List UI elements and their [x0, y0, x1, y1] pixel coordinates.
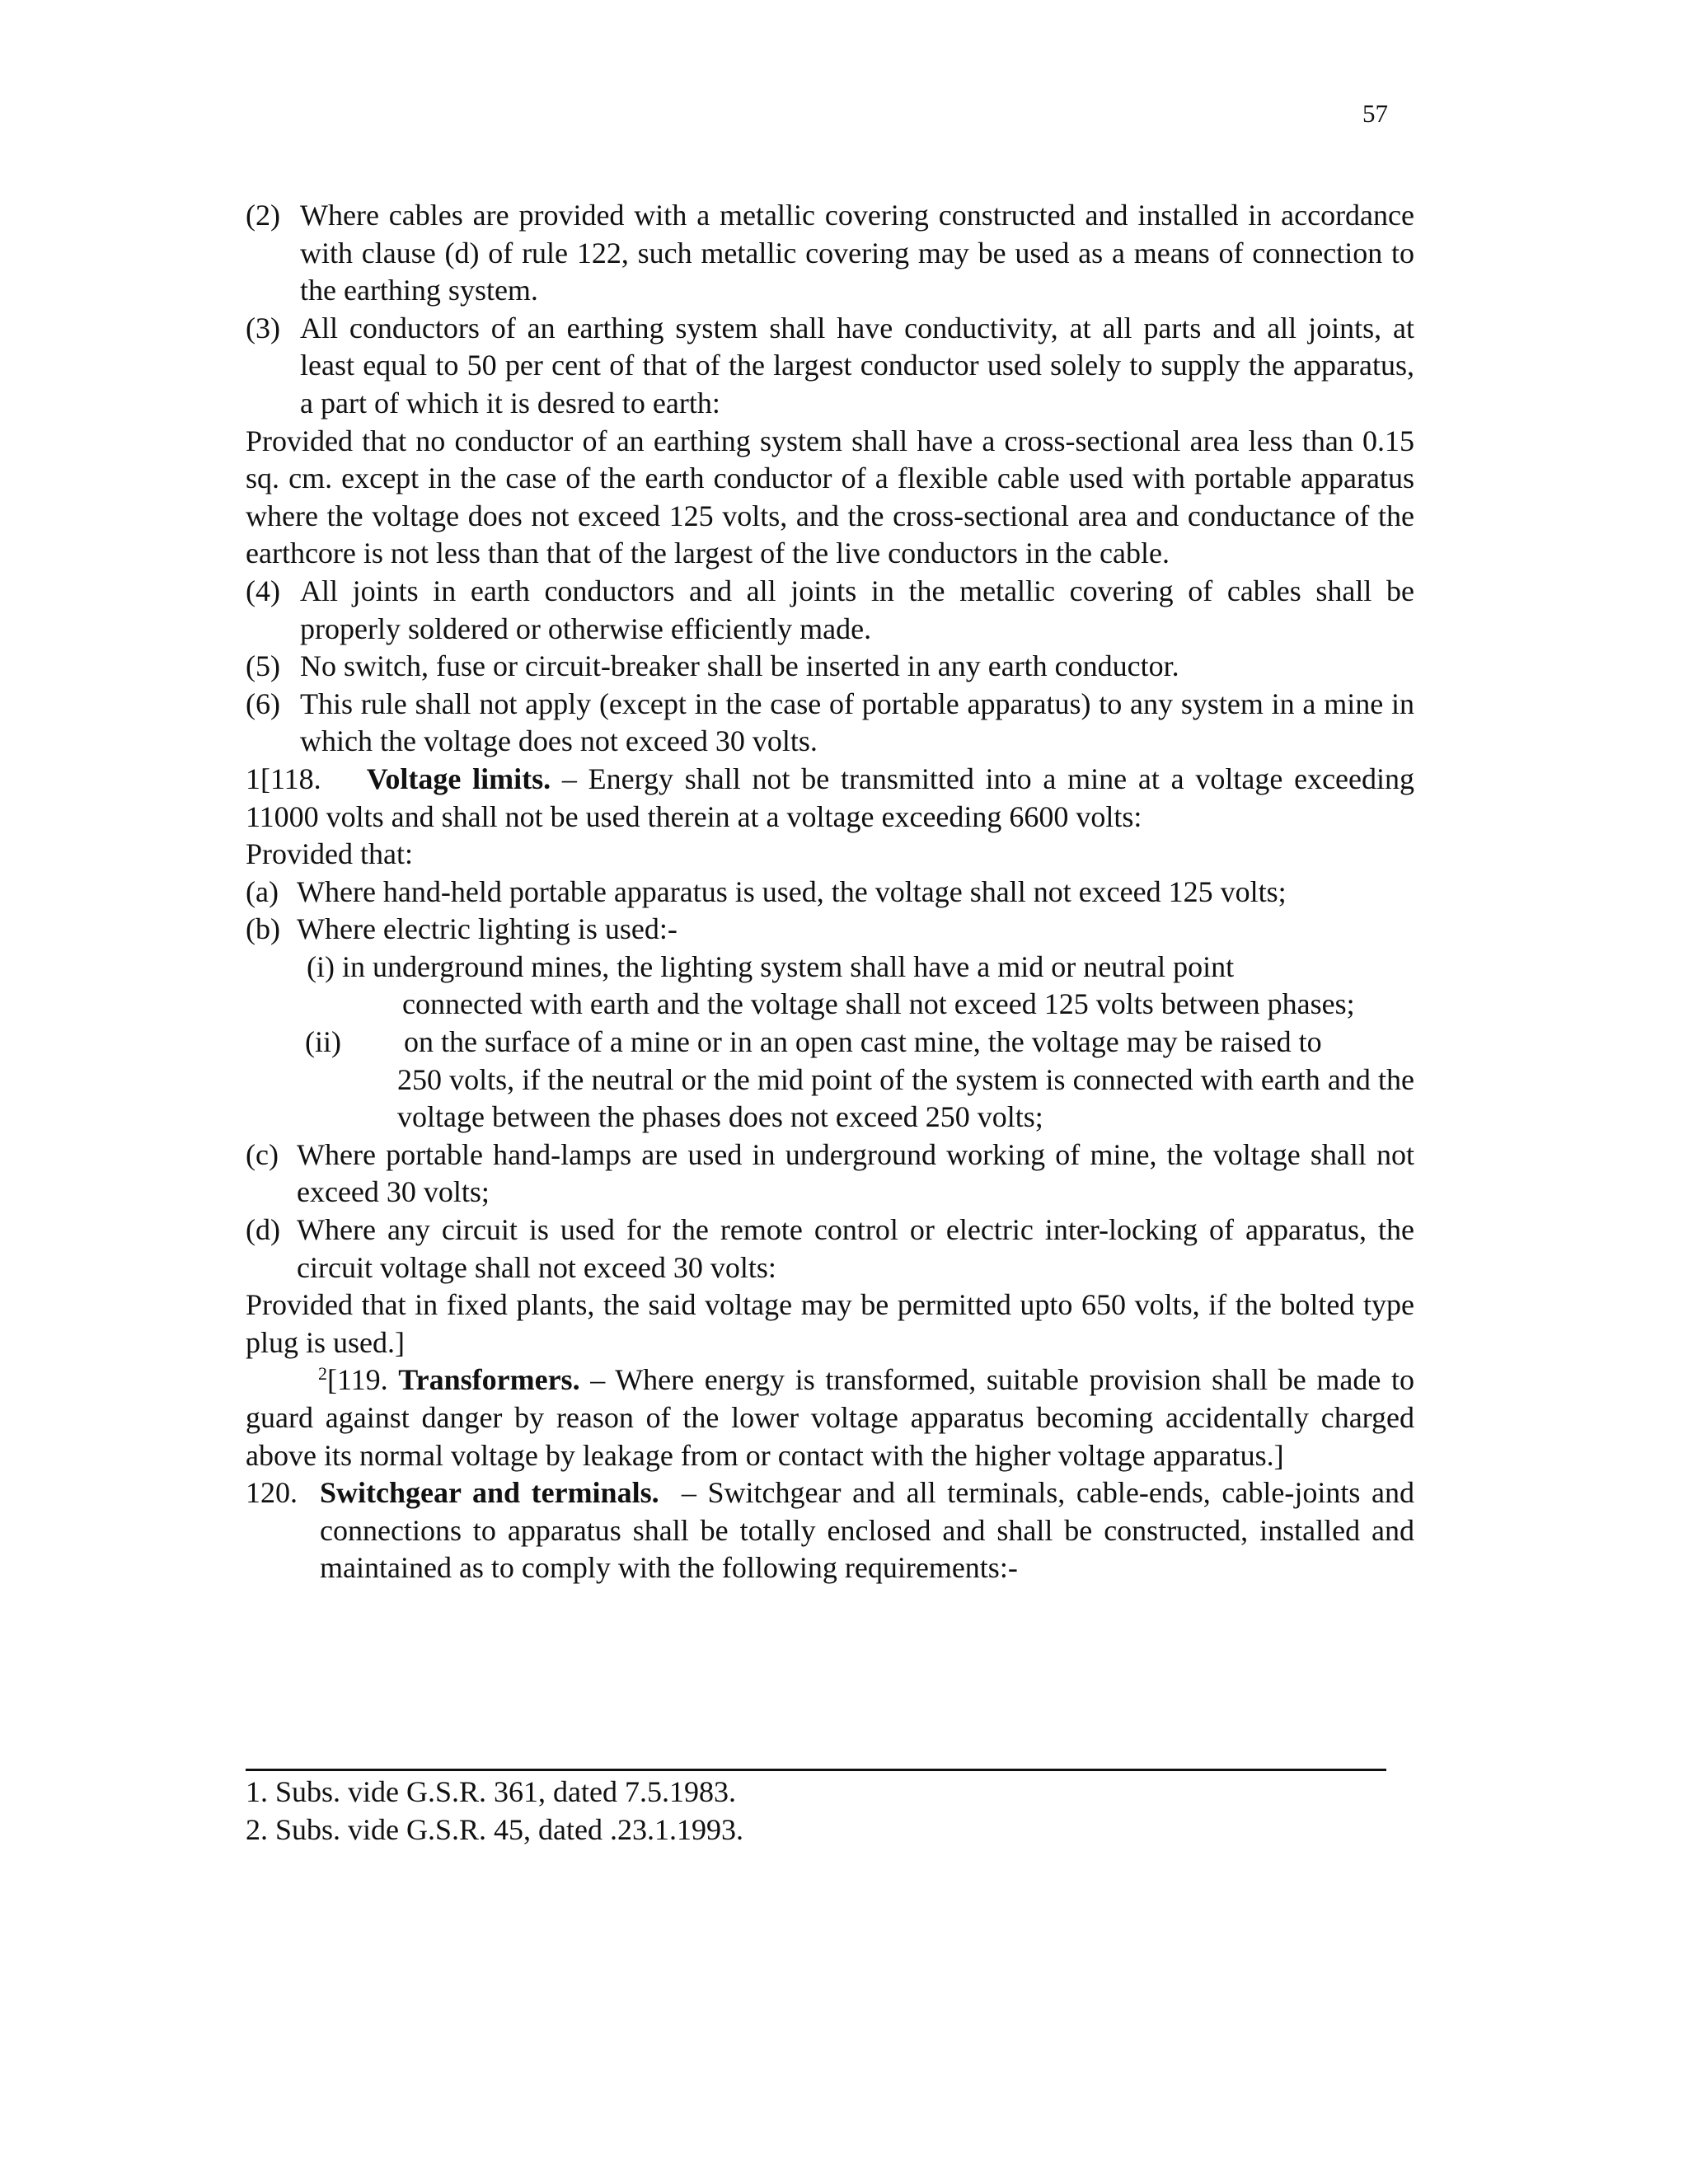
subitem-lead: on the surface of a mine or in an open cast mine, the voltage may be raised to	[404, 1025, 1322, 1059]
rule-118-item-a	[246, 874, 1414, 912]
clause-text: No switch, fuse or circuit-breaker shall be inserted in any earth conductor.	[300, 649, 1179, 683]
subitem-marker: (i)	[307, 949, 335, 983]
footnote: 1. Subs. vide G.S.R. 361, dated 7.5.1983.	[246, 1775, 737, 1808]
item-text: Where any circuit is used for the remote control or electric inter-locking of apparatus, the circuit voltage shall not exceed 30 volts:	[297, 1213, 1414, 1284]
subitem-marker: (ii)	[305, 1025, 341, 1059]
footnotes	[246, 1774, 1414, 1849]
rule-heading: Switchgear and terminals.	[320, 1476, 659, 1510]
subitem-rest: connected with earth and the voltage shall not exceed 125 volts between phases;	[402, 987, 1355, 1021]
item-marker: (c)	[246, 1137, 279, 1171]
rule-118-item-c	[246, 1137, 1414, 1212]
rule-118-item-b-i	[246, 949, 1414, 1024]
item-text: Where electric lighting is used:-	[297, 912, 678, 946]
subitem-rest: 250 volts, if the neutral or the mid point of the system is connected with earth and the voltage between the phases does not exceed 250 volts;	[397, 1062, 1414, 1134]
clause-2	[246, 197, 1414, 310]
rule-118-item-d	[246, 1212, 1414, 1286]
clause-marker: (3)	[246, 311, 280, 344]
rule-text: – Switchgear and all terminals, cable-ends, cable-joints and connections to apparatus shall be totally enclosed and shall be constructed, installed and maintained as to comply with the following requirements:-	[320, 1476, 1414, 1585]
clause-text: Where cables are provided with a metallic covering constructed and installed in accordance with clause (d) of rule 122, such metallic covering may be used as a means of connection to the earthing system.	[300, 199, 1414, 307]
clause-3	[246, 310, 1414, 423]
clause-text: All joints in earth conductors and all joints in the metallic covering of cables shall be properly soldered or otherwise efficiently made.	[300, 574, 1414, 645]
clause-marker: (2)	[246, 199, 280, 232]
rule-120	[246, 1474, 1414, 1587]
rule-118	[246, 761, 1414, 836]
item-text: Where portable hand-lamps are used in underground working of mine, the voltage shall not exceed 30 volts;	[297, 1137, 1414, 1209]
footnote-divider	[246, 1769, 1386, 1771]
rule-heading: Transformers.	[398, 1363, 580, 1397]
footnote-reference: 2	[318, 1363, 327, 1385]
clause-3-proviso: Provided that no conductor of an earthing system shall have a cross-sectional area less than 0.15 sq. cm. except in the case of the earth conductor of a flexible cable used with portable apparatus where the voltage does not exceed 125 volts, and the cross-sectional area and conductance of the earthcore is not less than that of the largest of the live conductors in the cable.	[246, 424, 1414, 570]
footnote: 2. Subs. vide G.S.R. 45, dated .23.1.1993.	[246, 1812, 744, 1846]
document-body	[246, 197, 1414, 1587]
rule-text: – Where energy is transformed, suitable provision shall be made to guard against danger by reason of the lower voltage apparatus becoming accidentally charged above its normal voltage by leakage from or contact with the higher voltage apparatus.]	[246, 1363, 1415, 1472]
item-marker: (b)	[246, 912, 280, 946]
rule-text: – Energy shall not be transmitted into a mine at a voltage exceeding 11000 volts and shall not be used therein at a voltage exceeding 6600 volts:	[246, 762, 1415, 833]
subitem-first-line	[307, 949, 1414, 987]
item-text: Where hand-held portable apparatus is used, the voltage shall not exceed 125 volts;	[297, 874, 1287, 908]
rule-118-proviso: Provided that in fixed plants, the said voltage may be permitted upto 650 volts, if the bolted type plug is used.]	[246, 1288, 1414, 1359]
clause-4	[246, 573, 1414, 648]
clause-text: This rule shall not apply (except in the case of portable apparatus) to any system in a mine in which the voltage does not exceed 30 volts.	[300, 687, 1414, 758]
item-marker: (a)	[246, 874, 279, 908]
rule-118-item-b-ii	[246, 1024, 1414, 1137]
rule-heading: Voltage limits.	[366, 762, 551, 795]
page-number: 57	[1362, 99, 1388, 128]
rule-number: 120.	[246, 1476, 298, 1510]
clause-marker: (5)	[246, 649, 280, 683]
rule-number: 1[118.	[246, 762, 321, 795]
item-marker: (d)	[246, 1213, 280, 1247]
clause-marker: (6)	[246, 687, 280, 720]
clause-5	[246, 648, 1414, 686]
rule-119	[246, 1361, 1414, 1474]
rule-118-item-b	[246, 911, 1414, 949]
clause-6	[246, 686, 1414, 761]
subitem-lead: in underground mines, the lighting system shall have a mid or neutral point	[341, 949, 1235, 983]
clause-text: All conductors of an earthing system shall have conductivity, at all parts and all joints, at least equal to 50 per cent of that of the largest conductor used solely to supply the apparatus, a part of which it is desred to earth:	[300, 311, 1414, 419]
rule-118-provided: Provided that:	[246, 837, 413, 871]
rule-number: [119.	[327, 1363, 388, 1397]
clause-marker: (4)	[246, 574, 280, 607]
